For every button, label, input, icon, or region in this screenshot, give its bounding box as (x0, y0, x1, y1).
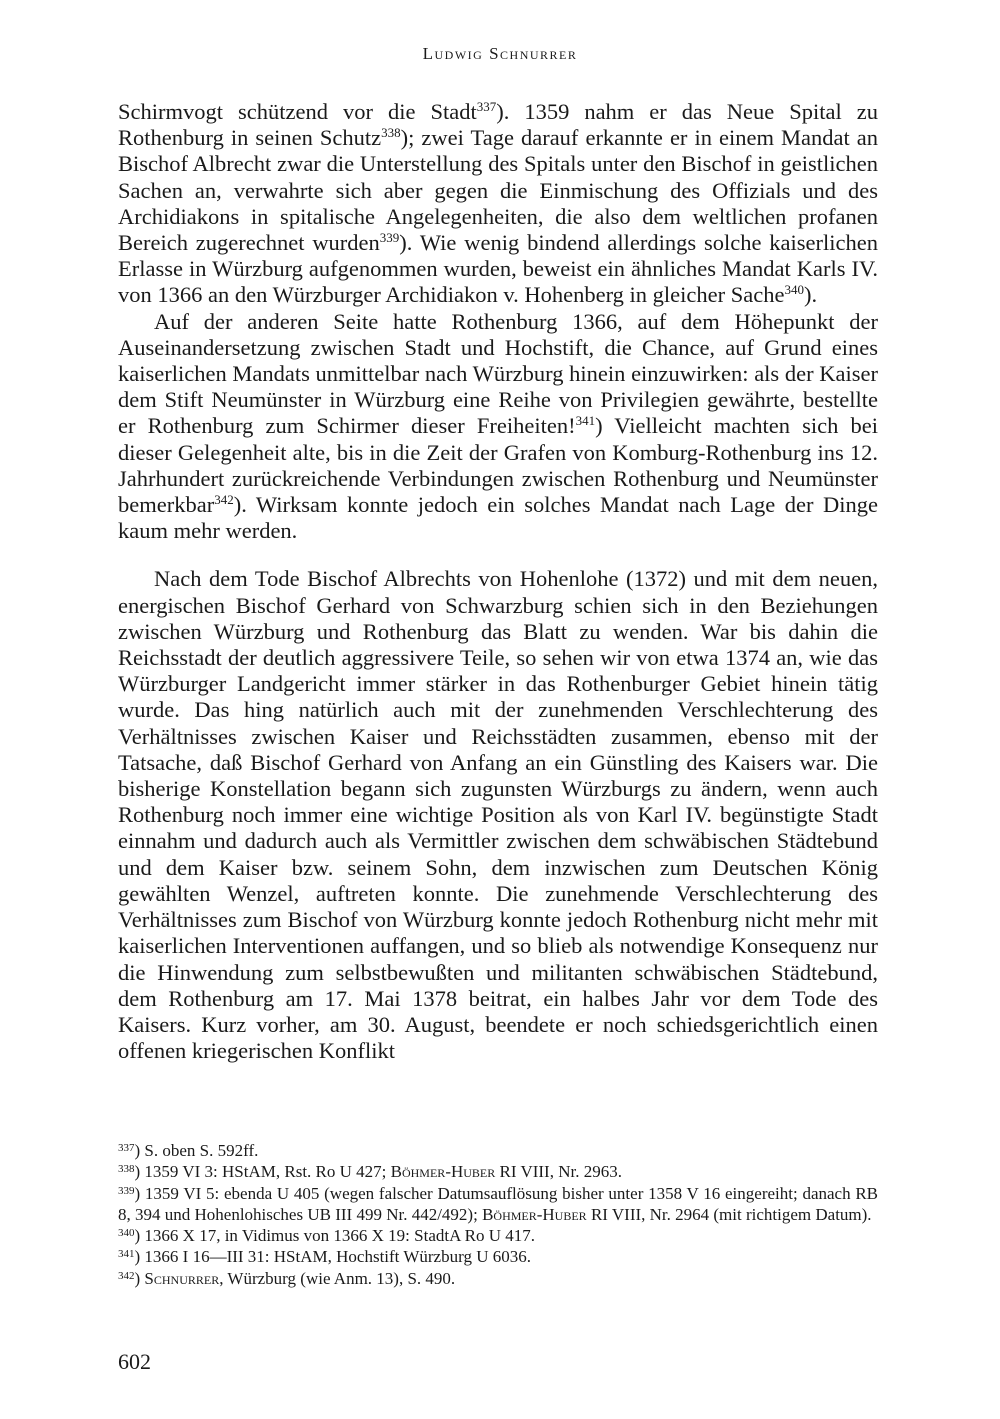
footnote-number: 342 (118, 1269, 135, 1282)
text-run: ) 1359 VI 3: HStAM, Rst. Ro U 427; (134, 1162, 391, 1182)
author-name-smallcaps: Schnurrer (144, 1268, 220, 1288)
footnote-reference: 339 (379, 230, 400, 246)
footnote-number: 339 (118, 1184, 135, 1197)
text-run: ). (803, 282, 818, 308)
footnote-number: 337 (118, 1142, 135, 1154)
text-run: ) 1366 I 16—III 31: HStAM, Hochstift Würzburg U 6036. (134, 1247, 531, 1267)
text-run: ). Wie wenig bindend allerdings solche kaiserlichen Erlasse in Würzburg aufgenommen wurden, beweist ein ähnliches Mandat Karls IV. von 1366 an den Würzburger Archidiakon v. Hohenberg in gleicher Sache (118, 230, 878, 308)
footnote (118, 1183, 878, 1226)
footnote (118, 1225, 878, 1246)
page-number: 602 (118, 1349, 151, 1374)
footnote-number: 340 (118, 1227, 135, 1240)
text-run: Auf der anderen Seite hatte Rothenburg 1366, auf dem Höhepunkt der Auseinandersetzung zwischen Stadt und Hochstift, die Chance, auf Grund eines kaiserlichen Mandats unmittelbar nach Würzburg hinein einzuwirken: als der Kaiser dem Stift Neumünster in Würzburg eine Reihe von Privilegien gewährte, bestellte er Rothenburg zum Schirmer dieser Freiheiten! (118, 308, 878, 439)
text-run: ) 1366 X 17, in Vidimus von 1366 X 19: StadtA Ro U 417. (134, 1226, 536, 1246)
text-run: ) (134, 1268, 145, 1288)
text-run: Schirmvogt schützend vor die Stadt (118, 99, 477, 124)
running-head: Ludwig Schnurrer (422, 44, 578, 63)
footnotes (118, 1140, 878, 1289)
footnote (118, 1268, 878, 1289)
footnote (118, 1161, 878, 1182)
footnote-reference: 338 (381, 125, 401, 141)
author-name-smallcaps: Böhmer-Huber (390, 1162, 496, 1182)
footnote-number: 341 (118, 1248, 135, 1261)
body-paragraph (118, 309, 878, 545)
text-run: ). 1359 nahm er das Neue Spital zu Rothenburg in seinen Schutz (118, 99, 878, 151)
text-run: ); zwei Tage darauf erkannte er in einem Mandat an Bischof Albrecht zwar die Unterstellung des Spitals unter den Bischof in geistlichen Sachen an, verwahrte sich aber gegen die Einmischung des Offizials und des Archidiakons in spitalische Angelegenheiten, die also dem weltlichen profanen Bereich zugerechnet wurden (118, 125, 878, 256)
text-run: RI VIII, Nr. 2964 (mit richtigem Datum). (586, 1204, 872, 1224)
section-break (118, 544, 878, 566)
footnote-reference: 340 (784, 282, 804, 298)
text-run: ) S. oben S. 592ff. (134, 1141, 259, 1160)
footnote-number: 338 (118, 1163, 135, 1176)
footnote-reference: 337 (476, 99, 497, 114)
text-run: RI VIII, Nr. 2963. (495, 1162, 622, 1182)
footnote-reference: 341 (575, 413, 596, 429)
text-run: , Würzburg (wie Anm. 13), S. 490. (219, 1268, 456, 1288)
text-run: ) Vielleicht machten sich bei dieser Gelegenheit alte, bis in die Zeit der Grafen von Komburg-Rothenburg ins 12. Jahrhundert zurückreichende Verbindungen zwischen Rothenburg und Neumünster bemerkbar (118, 413, 878, 518)
body-paragraph (118, 566, 878, 1064)
main-text (118, 99, 878, 1064)
footnote (118, 1140, 878, 1161)
text-run: ) 1359 VI 5: ebenda U 405 (wegen falscher Datumsauflösung bisher unter 1358 V 16 eingereiht; danach RB 8, 394 und Hohenlohisches UB III 499 Nr. 442/492); (118, 1183, 878, 1224)
text-run: Nach dem Tode Bischof Albrechts von Hohenlohe (1372) und mit dem neuen, energischen Bischof Gerhard von Schwarzburg schien sich in den Beziehungen zwischen Würzburg und Rothenburg das Blatt zu wenden. War bis dahin die Reichsstadt der deutlich aggressivere Teile, so sehen wir von etwa 1374 an, wie das Würzburger Landgericht immer stärker in das Rothenburger Gebiet hinein tätig wurde. Das hing natürlich auch mit der zunehmenden Verschlechterung des Verhältnisses zwischen Kaiser und Reichsstädten zusammen, ebenso mit der Tatsache, daß Bischof Gerhard von Anfang an ein Günstling des Kaisers war. Die bisherige Konstellation begann sich zugunsten Würzburgs zu ändern, wenn auch Rothenburg noch immer eine wichtige Position als von Karl IV. begünstigte Stadt einnahm und dadurch auch als Vermittler zwischen dem schwäbischen Städtebund und dem Kaiser bzw. seinem Sohn, dem inzwischen zum Deutschen König gewählten Wenzel, auftreten konnte. Die zunehmende Verschlechterung des Verhältnisses zum Bischof von Würzburg konnte jedoch Rothenburg nicht mehr mit kaiserlichen Interventionen auffangen, und so blieb als notwendige Konsequenz nur die Hinwendung zum selbstbewußten und militanten schwäbischen Städtebund, dem Rothenburg am 17. Mai 1378 beitrat, ein halbes Jahr vor dem Tode des Kaisers. Kurz vorher, am 30. August, beendete er noch schiedsgerichtlich einen offenen kriegerischen Konflikt (118, 566, 878, 1064)
text-run: ). Wirksam konnte jedoch ein solches Mandat nach Lage der Dinge kaum mehr werden. (118, 492, 878, 544)
author-name-smallcaps: Böhmer-Huber (482, 1204, 587, 1224)
footnote-reference: 342 (214, 492, 234, 508)
footnote (118, 1246, 878, 1267)
body-paragraph (118, 99, 878, 309)
